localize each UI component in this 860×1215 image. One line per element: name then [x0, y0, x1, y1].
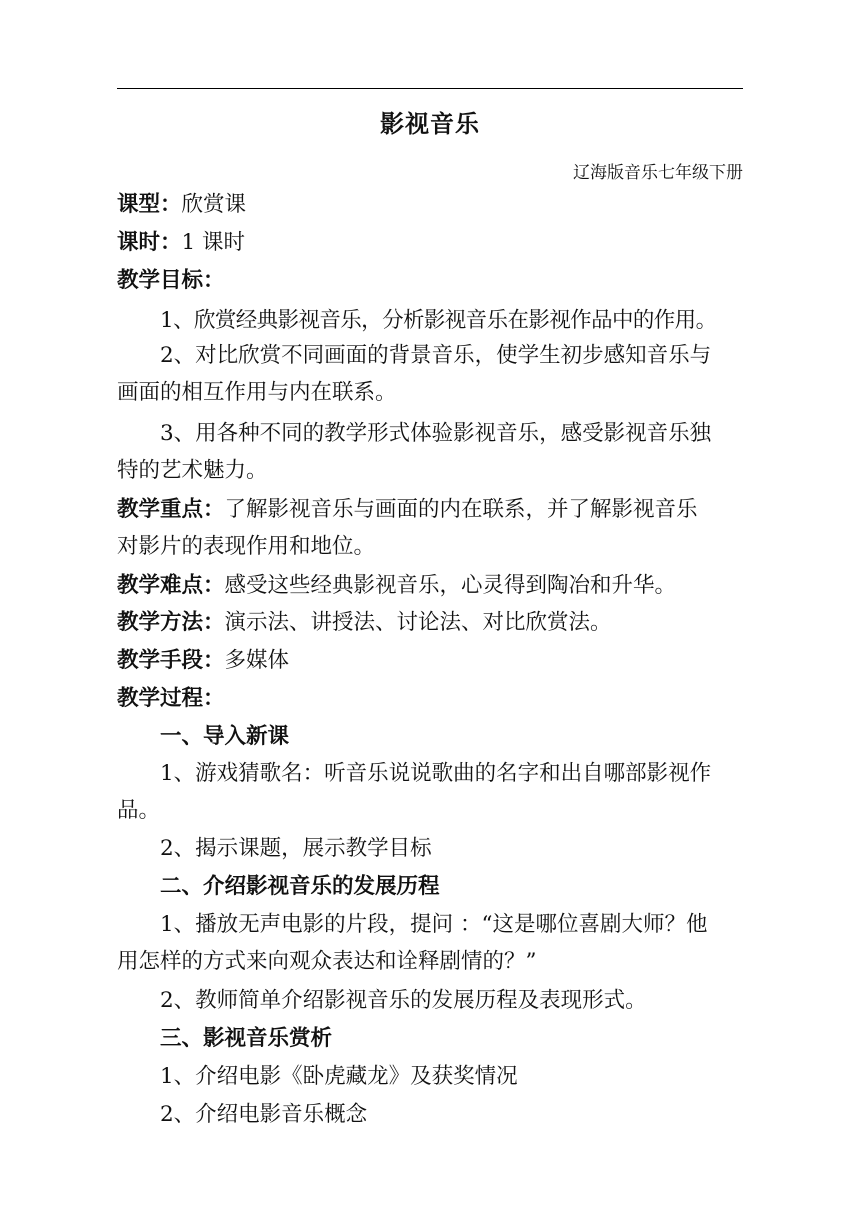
page-title: 影视音乐: [380, 109, 480, 138]
goal-2-line-1: 2、对比欣赏不同画面的背景音乐，使学生初步感知音乐与: [160, 343, 712, 368]
section-1-item-1-line-1: 1、游戏猜歌名：听音乐说说歌曲的名字和出自哪部影视作: [160, 761, 712, 786]
teaching-goals-heading: 教学目标：: [117, 268, 225, 293]
header-rule: [117, 88, 743, 89]
difficulties-line: 教学难点：感受这些经典影视音乐，心灵得到陶冶和升华。: [117, 573, 677, 598]
key-points-line-2: 对影片的表现作用和地位。: [117, 534, 376, 559]
textbook-edition: 辽海版音乐七年级下册: [573, 163, 743, 183]
section-1-heading: 一、导入新课: [160, 724, 290, 749]
goal-1: 1、欣赏经典影视音乐，分析影视音乐在影视作品中的作用。: [160, 308, 717, 333]
goal-3-line-1: 3、用各种不同的教学形式体验影视音乐，感受影视音乐独: [160, 421, 712, 446]
means-line: 教学手段：多媒体: [117, 648, 290, 673]
section-2-item-1-line-2: 用怎样的方式来向观众表达和诠释剧情的？”: [117, 949, 537, 974]
section-1-item-2: 2、揭示课题，展示教学目标: [160, 836, 432, 861]
section-3-heading: 三、影视音乐赏析: [160, 1026, 333, 1051]
section-2-item-1-line-1: 1、播放无声电影的片段，提问 ：“这是哪位喜剧大师？他: [160, 912, 708, 937]
lesson-hours-line: 课时：1 课时: [117, 230, 246, 255]
lesson-type-line: 课型：欣赏课: [117, 192, 247, 217]
goal-2-line-2: 画面的相互作用与内在联系。: [117, 380, 397, 405]
section-3-item-1: 1、介绍电影《卧虎藏龙》及获奖情况: [160, 1064, 518, 1089]
section-2-heading: 二、介绍影视音乐的发展历程: [160, 874, 440, 899]
section-2-item-2: 2、教师简单介绍影视音乐的发展历程及表现形式。: [160, 988, 647, 1013]
key-points-line-1: 教学重点：了解影视音乐与画面的内在联系，并了解影视音乐: [117, 497, 698, 522]
section-1-item-1-line-2: 品。: [117, 798, 161, 823]
section-3-item-2: 2、介绍电影音乐概念: [160, 1102, 368, 1127]
goal-3-line-2: 特的艺术魅力。: [117, 458, 268, 483]
process-heading: 教学过程：: [117, 686, 225, 711]
methods-line: 教学方法：演示法、讲授法、讨论法、对比欣赏法。: [117, 610, 612, 635]
